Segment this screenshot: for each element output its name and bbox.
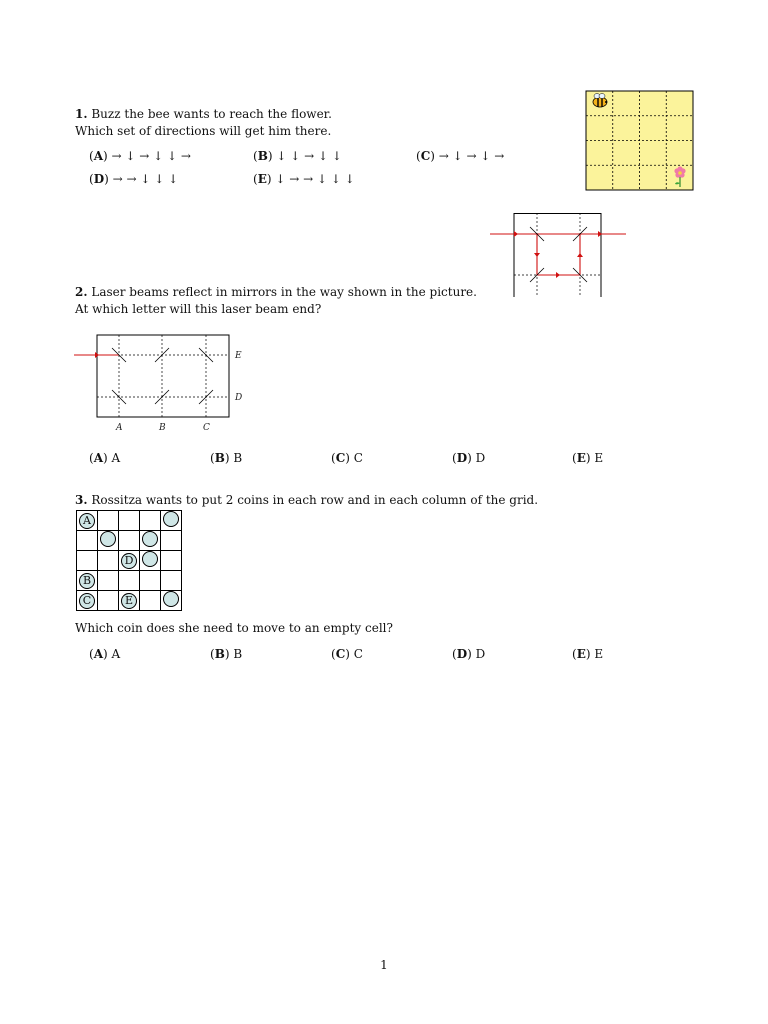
q2-option-e[interactable]: (E) E bbox=[572, 451, 604, 465]
q1-option-d[interactable]: (D) → → ↓ ↓ ↓ bbox=[89, 172, 179, 186]
q3-option-e[interactable]: (E) E bbox=[572, 647, 604, 661]
coin-grid-cell[interactable] bbox=[140, 591, 161, 611]
coin-grid-row bbox=[77, 571, 182, 591]
coin-grid-cell[interactable] bbox=[98, 591, 119, 611]
example-grid-lines bbox=[514, 213, 601, 297]
coin-grid-cell[interactable] bbox=[161, 571, 182, 591]
coin-grid-cell[interactable] bbox=[161, 511, 182, 531]
q2-option-c[interactable]: (C) C bbox=[331, 451, 363, 465]
q1-option-a[interactable]: (A) → ↓ → ↓ ↓ → bbox=[89, 149, 191, 163]
question-3-number: 3. bbox=[75, 493, 88, 507]
coin-grid-cell[interactable] bbox=[77, 531, 98, 551]
label-e: E bbox=[235, 351, 242, 361]
coin-grid-cell[interactable] bbox=[98, 511, 119, 531]
coin-grid-cell[interactable] bbox=[140, 531, 161, 551]
q1-option-e[interactable]: (E) ↓ → → ↓ ↓ ↓ bbox=[253, 172, 355, 186]
bee-icon bbox=[593, 94, 607, 108]
coin-grid-cell[interactable] bbox=[77, 571, 98, 591]
laser-puzzle-figure bbox=[74, 333, 254, 437]
question-2-text bbox=[75, 284, 477, 318]
question-1-text bbox=[75, 106, 332, 140]
coin-grid-row bbox=[77, 531, 182, 551]
question-3-line1: Rossitza wants to put 2 coins in each row and in each column of the grid. bbox=[91, 493, 539, 507]
label-d: D bbox=[235, 393, 243, 403]
question-1-number: 1. bbox=[75, 107, 88, 121]
coin-grid-cell[interactable] bbox=[140, 551, 161, 571]
q3-option-d[interactable]: (D) D bbox=[452, 647, 486, 661]
label-b: B bbox=[159, 423, 166, 433]
coin-grid-cell[interactable] bbox=[161, 531, 182, 551]
coin-grid-cell[interactable] bbox=[77, 511, 98, 531]
q3-option-c[interactable]: (C) C bbox=[331, 647, 363, 661]
coin-grid-cell[interactable] bbox=[98, 551, 119, 571]
q3-option-b[interactable]: (B) B bbox=[210, 647, 243, 661]
q2-option-a[interactable]: (A) A bbox=[89, 451, 121, 465]
question-3-text bbox=[75, 492, 538, 509]
coin-grid-cell[interactable] bbox=[119, 571, 140, 591]
label-c: C bbox=[203, 423, 210, 433]
coin-grid-cell[interactable] bbox=[119, 511, 140, 531]
coin-grid-cell[interactable] bbox=[98, 571, 119, 591]
coin[interactable] bbox=[100, 531, 116, 547]
example-laser-path bbox=[490, 234, 626, 275]
q1-option-b[interactable]: (B) ↓ ↓ → ↓ ↓ bbox=[253, 149, 342, 163]
coin-grid-cell[interactable] bbox=[140, 571, 161, 591]
puzzle-grid-lines bbox=[97, 335, 229, 417]
coin-grid-cell[interactable] bbox=[77, 551, 98, 571]
puzzle-mirrors bbox=[112, 348, 213, 404]
bee-grid-figure bbox=[586, 91, 694, 191]
coin-grid-cell[interactable] bbox=[77, 591, 98, 611]
page-number: 1 bbox=[380, 958, 388, 972]
coin-grid bbox=[76, 510, 182, 611]
coin-e[interactable]: E bbox=[121, 593, 137, 609]
coin-grid-cell[interactable] bbox=[161, 551, 182, 571]
coin-grid-cell[interactable] bbox=[161, 591, 182, 611]
coin-grid-cell[interactable] bbox=[98, 531, 119, 551]
laser-example-figure bbox=[490, 213, 626, 297]
coin-a[interactable]: A bbox=[79, 513, 95, 529]
question-2-line1: Laser beams reflect in mirrors in the way shown in the picture. bbox=[91, 285, 477, 299]
q2-option-d[interactable]: (D) D bbox=[452, 451, 486, 465]
label-a: A bbox=[116, 423, 123, 433]
coin-grid-row bbox=[77, 591, 182, 611]
coin-b[interactable]: B bbox=[79, 573, 95, 589]
q1-option-c[interactable]: (C) → ↓ → ↓ → bbox=[416, 149, 505, 163]
coin-d[interactable]: D bbox=[121, 553, 137, 569]
coin-grid-cell[interactable] bbox=[119, 551, 140, 571]
coin-c[interactable]: C bbox=[79, 593, 95, 609]
question-3-prompt: Which coin does she need to move to an empty cell? bbox=[75, 621, 393, 635]
coin-grid-cell[interactable] bbox=[119, 531, 140, 551]
question-2-line2: At which letter will this laser beam end? bbox=[75, 302, 322, 316]
coin[interactable] bbox=[163, 511, 179, 527]
coin-grid-cell[interactable] bbox=[140, 511, 161, 531]
coin-grid-row bbox=[77, 551, 182, 571]
coin[interactable] bbox=[142, 551, 158, 567]
coin[interactable] bbox=[163, 591, 179, 607]
question-1-line2: Which set of directions will get him there. bbox=[75, 124, 332, 138]
q2-option-b[interactable]: (B) B bbox=[210, 451, 243, 465]
coin-grid-row bbox=[77, 511, 182, 531]
question-2-number: 2. bbox=[75, 285, 88, 299]
question-1-line1: Buzz the bee wants to reach the flower. bbox=[91, 107, 332, 121]
example-laser-arrows bbox=[514, 231, 602, 278]
q3-option-a[interactable]: (A) A bbox=[89, 647, 121, 661]
coin[interactable] bbox=[142, 531, 158, 547]
puzzle-box bbox=[97, 335, 229, 417]
coin-grid-cell[interactable] bbox=[119, 591, 140, 611]
